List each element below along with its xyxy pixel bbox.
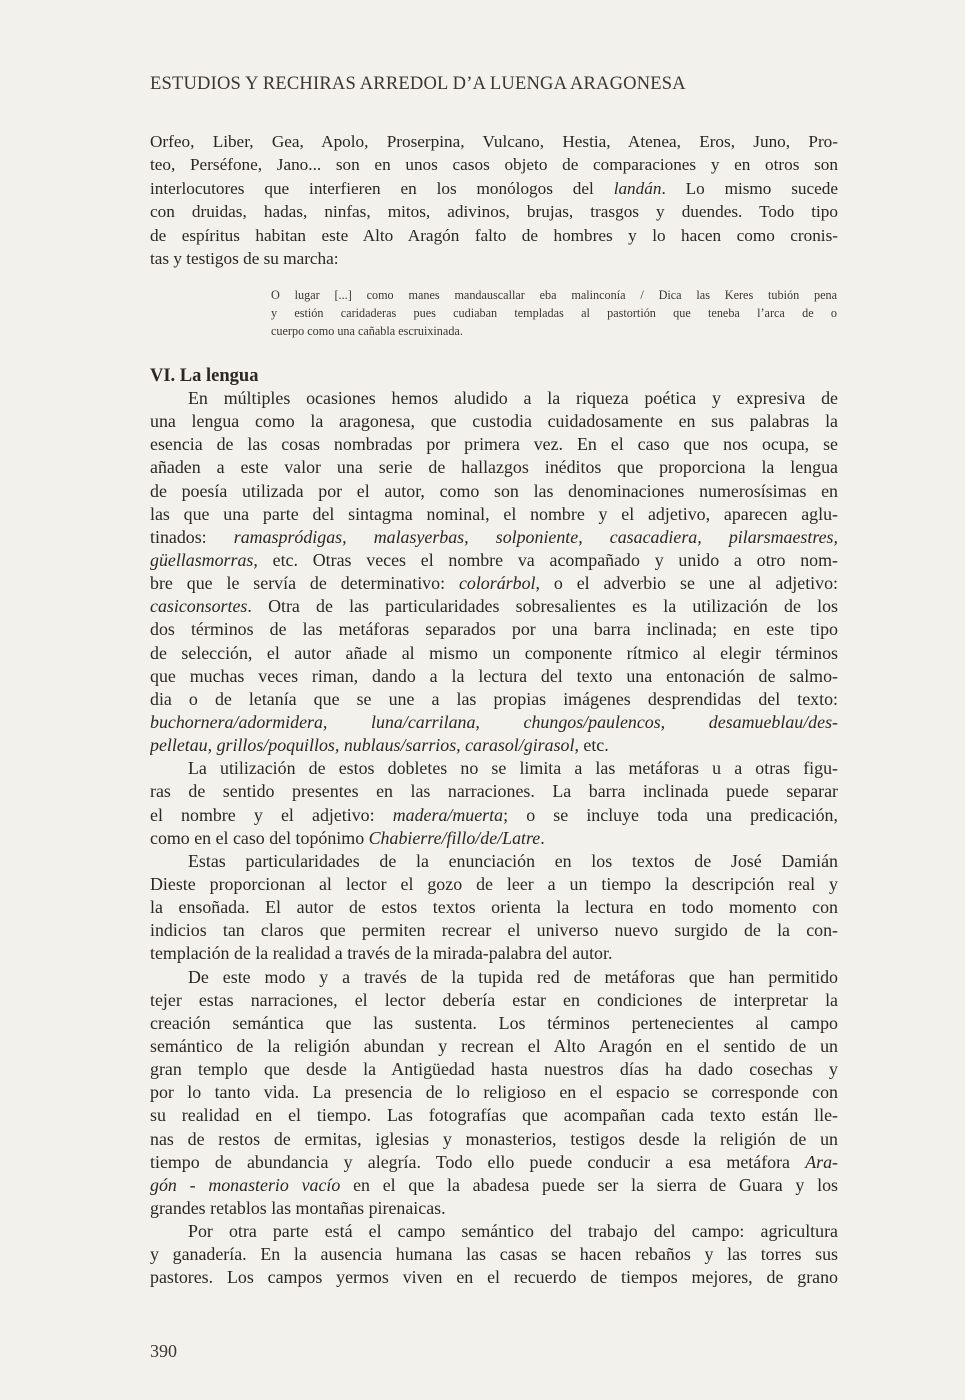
- intro-paragraph: [150, 130, 838, 270]
- running-header: ESTUDIOS Y RECHIRAS ARREDOL D’A LUENGA ARAGONESA: [150, 74, 686, 94]
- text-run: como en el caso del topónimo: [150, 827, 369, 848]
- text-line: templación de la realidad a través de la mirada-palabra del autor.: [150, 943, 613, 964]
- body-text: [150, 387, 838, 1289]
- text-line: esencia de las cosas nombradas por primera vez. En el caso que nos ocupa, se: [150, 434, 838, 455]
- text-line: de espíritus habitan este Alto Aragón falto de hombres y lo hacen como cronis-: [150, 225, 838, 245]
- italic-term: casiconsortes: [150, 596, 248, 617]
- text-line: semántico de la religión abundan y recrean el Alto Aragón en el sentido de un: [150, 1035, 838, 1056]
- text-line: Dieste proporcionan al lector el gozo de leer a un tiempo la descripción real y: [150, 873, 838, 894]
- text-run: . Lo mismo sucede: [661, 178, 838, 198]
- text-run: . Otra de las particularidades sobresalientes es la utilización de los: [247, 596, 838, 617]
- text-line: dia o de letanía que se une a las propias imágenes desprendidas del texto:: [150, 688, 838, 709]
- block-quote: [271, 286, 837, 341]
- text-run: tiempo de abundancia y alegría. Todo ello puede conducir a esa metáfora: [150, 1151, 806, 1172]
- text-run: bre que le servía de determinativo:: [150, 573, 459, 594]
- italic-term: Ara-: [805, 1151, 838, 1172]
- text-line: Por otra parte está el campo semántico del trabajo del campo: agricultura: [188, 1221, 838, 1242]
- text-run: ; o se incluye toda una predicación,: [503, 804, 838, 825]
- quote-line: O lugar [...] como manes mandauscallar eba malinconía / Dica las Keres tubión pena: [271, 288, 837, 302]
- text-line: [150, 804, 838, 827]
- text-line: nas de restos de ermitas, iglesias y monasterios, testigos desde la religión de un: [150, 1128, 838, 1149]
- text-line: tas y testigos de su marcha:: [150, 248, 339, 268]
- text-line: las que una parte del sintagma nominal, el nombre y el adjetivo, aparecen aglu-: [150, 503, 838, 524]
- text-line: [150, 526, 838, 549]
- text-line: [150, 711, 838, 734]
- italic-term: güellasmorras: [150, 549, 254, 570]
- italic-term: colorárbol: [458, 573, 536, 594]
- italic-term: ramaspródigas, malasyerbas, solponiente, casacadiera, pilarsmaestres,: [233, 526, 838, 547]
- text-line: [150, 1174, 838, 1197]
- text-line: de selección, el autor añade al mismo un componente rítmico al elegir términos: [150, 642, 838, 663]
- text-line: dos términos de las metáforas separados por una barra inclinada; en este tipo: [150, 619, 838, 640]
- text-run: .: [540, 827, 545, 848]
- italic-term: pelletau, grillos/poquillos, nublaus/sarrios, carasol/girasol: [150, 735, 575, 756]
- text-line: ras de sentido presentes en las narraciones. La barra inclinada puede separar: [150, 781, 838, 802]
- text-run: interlocutores que interfieren en los monólogos del: [150, 178, 594, 198]
- text-run: , etc. Otras veces el nombre va acompañado y unido a otro nom-: [253, 549, 838, 570]
- italic-term: gón - monasterio vacío: [150, 1174, 341, 1195]
- text-line: [150, 734, 838, 757]
- italic-term: Chabierre/fillo/de/Latre: [368, 827, 541, 848]
- text-line: pastores. Los campos yermos viven en el recuerdo de tiempos mejores, de grano: [150, 1267, 838, 1288]
- quote-line: y estión caridaderas pues cudiaban templadas al pastortión que teneba l’arca de o: [271, 306, 837, 321]
- text-line: teo, Perséfone, Jano... son en unos casos objeto de comparaciones y en otros son: [150, 155, 838, 175]
- text-line: una lengua como la aragonesa, que custodia cuidadosamente en sus palabras la: [150, 411, 838, 432]
- text-line: que muchas veces riman, dando a la lectura del texto una entonación de salmo-: [150, 665, 838, 686]
- text-line: [150, 177, 838, 200]
- page-number: 390: [150, 1341, 177, 1361]
- text-line: gran templo que desde la Antigüedad hasta nuestros días ha dado cosechas y: [150, 1059, 838, 1080]
- text-line: De este modo y a través de la tupida red de metáforas que han permitido: [188, 966, 838, 987]
- text-line: creación semántica que las sustenta. Los términos pertenecientes al campo: [150, 1012, 838, 1033]
- text-line: indicios tan claros que permiten recrear el universo nuevo surgido de la con-: [150, 920, 838, 941]
- text-line: de poesía utilizada por el autor, como son las denominaciones numerosísimas en: [150, 480, 838, 501]
- text-run: el nombre y el adjetivo:: [150, 804, 393, 825]
- quote-line: cuerpo como una cañabla escruixinada.: [271, 324, 463, 339]
- text-run: , etc.: [574, 735, 609, 756]
- text-line: con druidas, hadas, ninfas, mitos, adivinos, brujas, trasgos y duendes. Todo tipo: [150, 202, 838, 222]
- text-line: La utilización de estos dobletes no se limita a las metáforas u a otras figu-: [188, 758, 838, 779]
- text-line: [150, 1151, 838, 1174]
- text-line: En múltiples ocasiones hemos aludido a la riqueza poética y expresiva de: [188, 388, 838, 408]
- text-line: tejer estas narraciones, el lector debería estar en condiciones de interpretar la: [150, 989, 838, 1010]
- text-line: grandes retablos las montañas pirenaicas.: [150, 1197, 446, 1218]
- text-line: Orfeo, Liber, Gea, Apolo, Proserpina, Vulcano, Hestia, Atenea, Eros, Juno, Pro-: [150, 132, 838, 151]
- italic-term: buchornera/adormidera, luna/carrilana, chungos/paulencos, desamueblau/des-: [150, 711, 838, 732]
- text-line: [150, 549, 838, 572]
- text-line: [150, 595, 838, 618]
- text-line: añaden a este valor una serie de hallazgos inéditos que proporciona la lengua: [150, 457, 838, 478]
- section-heading: VI. La lengua: [150, 366, 259, 386]
- text-line: Estas particularidades de la enunciación en los textos de José Damián: [188, 850, 838, 871]
- text-run: en el que la abadesa puede ser la sierra de Guara y los: [340, 1174, 838, 1195]
- text-line: la ensoñada. El autor de estos textos orienta la lectura en todo momento con: [150, 897, 838, 918]
- text-line: su realidad en el tiempo. Las fotografías que acompañan cada texto están lle-: [150, 1105, 838, 1126]
- text-line: [150, 572, 838, 595]
- text-line: por lo tanto vida. La presencia de lo religioso en el espacio se corresponde con: [150, 1082, 838, 1103]
- text-run: tinados:: [150, 526, 234, 547]
- text-line: y ganadería. En la ausencia humana las casas se hacen rebaños y las torres sus: [150, 1244, 838, 1265]
- italic-term: madera/muerta: [392, 804, 504, 825]
- text-run: , o el adverbio se une al adjetivo:: [535, 573, 838, 594]
- italic-term: landán: [613, 178, 662, 198]
- text-line: [150, 827, 838, 850]
